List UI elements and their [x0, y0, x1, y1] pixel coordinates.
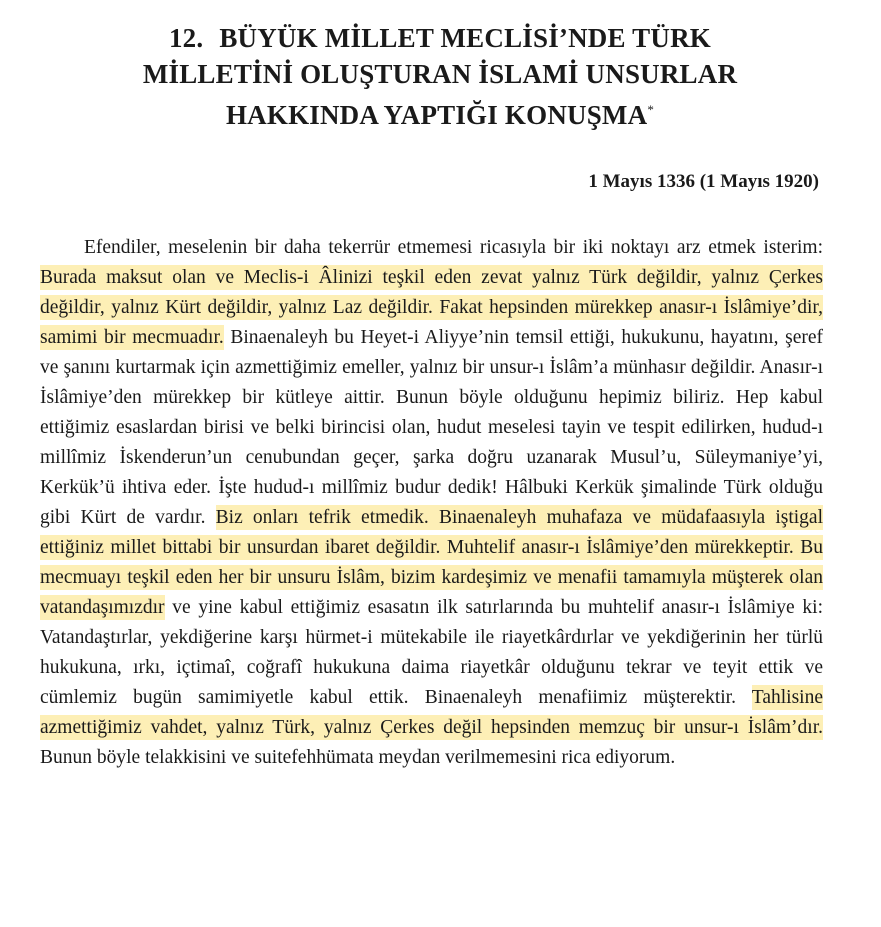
title-line-1: 12. BÜYÜK MİLLET MECLİSİ’NDE TÜRK — [168, 23, 711, 53]
text-segment: ve yine kabul ettiğimiz esasatın ilk satırlarında bu muhtelif anasır-ı İslâmiye ki: Vatandaştırlar, yekdiğerine karşı hürmet-i mütekabile ile riayetkârdırlar ve yekdiğerinin her türlü hukukuna, ırkı, içtimaî, coğrafî hukukuna daima riayetkâr olduğunu tekrar ve teyit ettik ve cümlemiz bugün samimiyetle kabul ettik. Binaenaleyh menafiimiz müşterektir. — [40, 597, 823, 708]
text-segment: Binaenaleyh bu Heyet-i Aliyye’nin temsil ettiği, hukukunu, hayatını, şeref ve şanını kurtarmak için azmettiğimiz emeller, yalnız bir unsur-ı İslâm’a münhasır değildir. Anasır-ı İslâmiye’den mürekkep bir kütleye aittir. Bunun böyle olduğunu hepimiz biliriz. Hep kabul ettiğimiz esaslardan birisi ve belki birincisi olan, hudut meselesi tayin ve tespit edilirken, hudud-ı millîmiz İskenderun’un cenubundan geçer, şarka doğru uzanarak Musul’u, Süleymaniye’yi, Kerkük’ü ihtiva eder. İşte hudud-ı millîmiz budur dedik! Hâlbuki Kerkük şimalinde Türk olduğu gibi Kürt de vardır. — [40, 327, 824, 528]
highlighted-passage: Tahlisine azmettiğimiz vahdet, yalnız Türk, yalnız Çerkes değil hepsinden memzuç bir unsur-ı İslâm’dır. — [40, 687, 823, 738]
footnote-marker: * — [647, 102, 655, 117]
text-segment: Bunun böyle telakkisini ve suitefehhümata meydan verilmemesini rica ediyorum. — [40, 747, 676, 768]
chapter-number: 12. — [168, 23, 204, 53]
highlighted-passage: Biz onları tefrik etmedik. Binaenaleyh muhafaza ve müdafaasıyla iştigal ettiğiniz millet bittabi bir unsurdan ibaret değildir. Muhtelif anasır-ı İslâmiye’den mürekkeptir. Bu mecmuayı teşkil eden her bir unsuru İslâm, bizim kardeşimiz ve menafii tamamıyla müşterek olan vatandaşımızdır — [40, 507, 824, 618]
highlighted-passage: Burada maksut olan ve Meclis-i Âlinizi teşkil eden zevat yalnız Türk değildir, yalnız Çerkes değildir, yalnız Kürt değildir, yalnız Laz değildir. Fakat hepsinden mürekkep anasır-ı İslâmiye’dir, samimi bir mecmuadır. — [40, 267, 823, 348]
speech-paragraph — [40, 233, 823, 773]
title-line-3: HAKKINDA YAPTIĞI KONUŞMA* — [225, 100, 655, 130]
title-line-2: MİLLETİNİ OLUŞTURAN İSLAMİ UNSURLAR — [142, 59, 738, 89]
text-segment: Efendiler, meselenin bir daha tekerrür etmemesi ricasıyla bir iki noktayı arz etmek isterim: — [84, 237, 823, 258]
chapter-title — [40, 20, 840, 133]
speech-text — [40, 233, 823, 773]
speech-date: 1 Mayıs 1336 (1 Mayıs 1920) — [588, 171, 819, 192]
